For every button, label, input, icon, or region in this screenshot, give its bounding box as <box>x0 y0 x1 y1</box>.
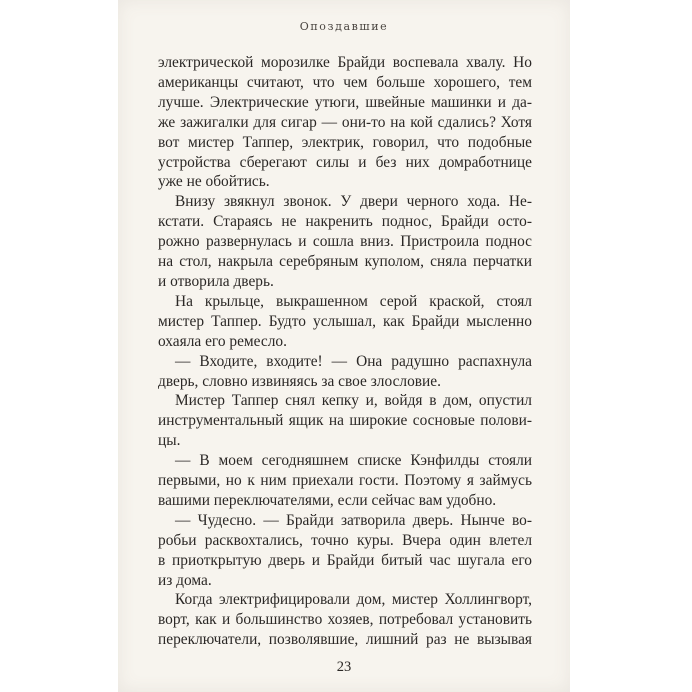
body-text <box>158 53 532 650</box>
text-line: вот мистер Таппер, электрик, говорил, что подобные <box>158 133 532 151</box>
text-line: робьи расквохтались, точно куры. Вчера один влетел <box>158 531 532 549</box>
text-line: вашими переключателями, если сейчас вам удобно. <box>158 491 497 509</box>
text-line: устройства сберегают силы и без них домработнице <box>158 153 532 171</box>
text-line: переключатели, позволявшие, лишний раз не вызывая <box>158 631 532 649</box>
text-line: Внизу звякнул звонок. У двери черного хода. Не- <box>175 193 532 211</box>
text-line: цы. <box>158 432 181 450</box>
text-line: же зажигалки для сигар — они-то на кой сдались? Хотя <box>158 113 532 131</box>
page-number: 23 <box>336 659 352 675</box>
text-line: дверь, словно извиняясь за свое злословие. <box>158 372 441 390</box>
text-line: — В моем сегодняшнем списке Кэнфилды стояли <box>175 452 532 470</box>
text-line: американцы считают, что чем больше хорошего, тем <box>158 73 532 91</box>
text-line: — Входите, входите! — Она радушно распахнула <box>175 352 532 370</box>
text-line: Когда электрифицировали дом, мистер Холлингворт, <box>175 591 532 609</box>
text-line: кстати. Стараясь не накренить поднос, Брайди осто- <box>158 213 532 231</box>
text-line: в приоткрытую дверь и Брайди битый час шугала его <box>158 551 532 569</box>
text-line: первыми, но к ним приехали гости. Поэтому я займусь <box>158 472 532 490</box>
text-line: из дома. <box>158 571 212 589</box>
text-line: рожно развернулась и сошла вниз. Пристроила поднос <box>158 233 532 251</box>
text-line: На крыльце, выкрашенном серой краской, стоял <box>175 292 532 310</box>
text-line: и отворила дверь. <box>158 272 274 290</box>
text-line: на стол, накрыла серебряным куполом, сняла перчатки <box>158 253 532 271</box>
text-line: инструментальный ящик на широкие сосновые полови- <box>158 412 532 430</box>
book-page <box>118 0 570 692</box>
text-line: мистер Таппер. Будто услышал, как Брайди мысленно <box>158 312 532 330</box>
text-line: электрической морозилке Брайди воспевала хвалу. Но <box>158 54 532 71</box>
text-line: охаяла его ремесло. <box>158 332 287 350</box>
text-line: уже не обойтись. <box>158 173 270 191</box>
running-head: Опоздавшие <box>299 20 389 33</box>
text-line: Мистер Таппер снял кепку и, войдя в дом, опустил <box>175 392 532 410</box>
text-line: ворт, как и большинство хозяев, потребовал установить <box>158 611 532 629</box>
text-line: — Чудесно. — Брайди затворила дверь. Нынче во- <box>175 511 532 529</box>
text-line: лучше. Электрические утюги, швейные машинки и да- <box>158 93 532 111</box>
